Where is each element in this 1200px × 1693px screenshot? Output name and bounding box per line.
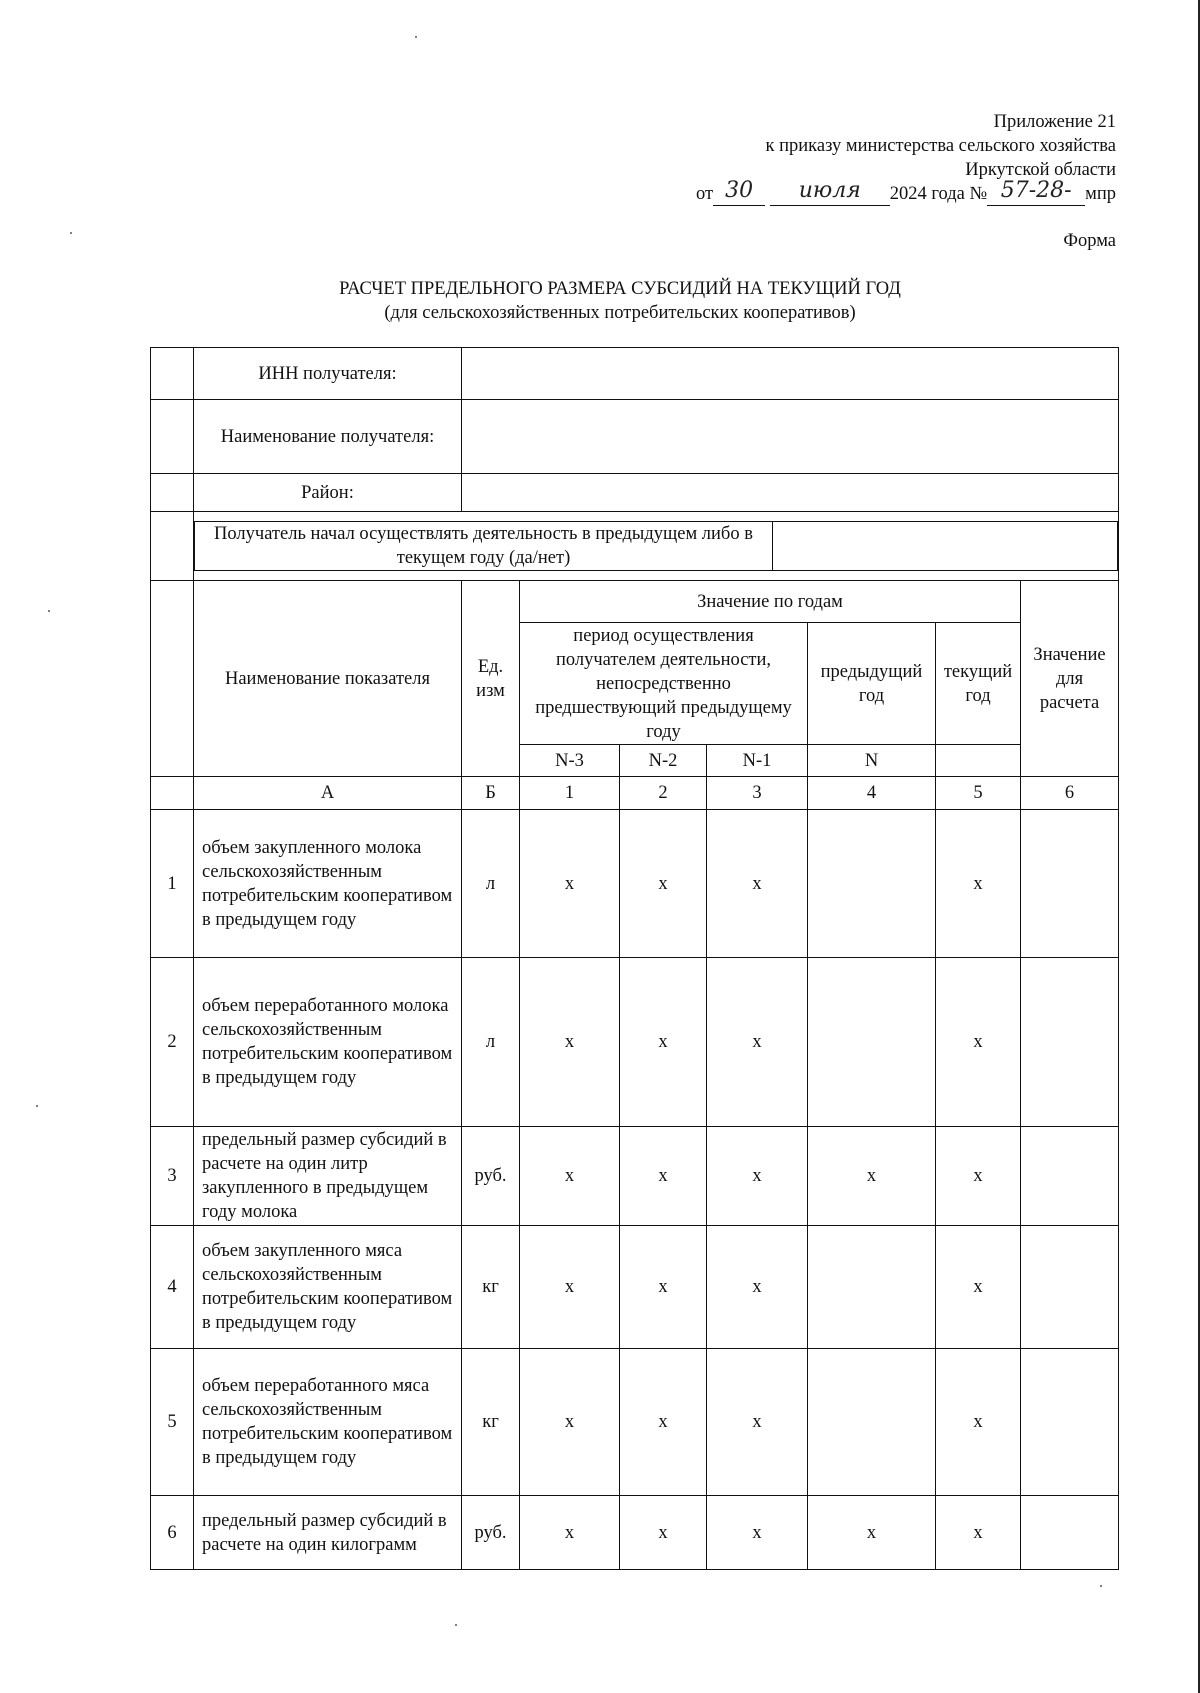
index-empty bbox=[151, 777, 194, 810]
order-number-field bbox=[987, 178, 1085, 206]
row-num-empty bbox=[151, 400, 194, 474]
activity-start-label: Получатель начал осуществлять деятельность в предыдущем либо в текущем году (да/нет) bbox=[195, 522, 773, 571]
index-cell: А bbox=[194, 777, 462, 810]
index-cell: 5 bbox=[936, 777, 1021, 810]
scan-speck bbox=[70, 232, 72, 234]
scan-speck bbox=[48, 610, 50, 612]
table-row bbox=[151, 1226, 1119, 1349]
value-cell: x bbox=[936, 1496, 1021, 1570]
unit-header: Ед. изм bbox=[462, 581, 520, 777]
code-empty bbox=[936, 745, 1021, 777]
inn-label: ИНН получателя: bbox=[194, 348, 462, 400]
date-day-field bbox=[713, 178, 765, 206]
indicator-name-header: Наименование показателя bbox=[194, 581, 462, 777]
index-cell: 6 bbox=[1021, 777, 1119, 810]
indicator-name: объем закупленного молока сельскохозяйственным потребительским кооперативом в предыдущем году bbox=[194, 810, 462, 958]
document-header bbox=[516, 110, 1116, 206]
subsidy-calculation-table bbox=[150, 347, 1119, 1570]
title-subtitle: (для сельскохозяйственных потребительских кооперативов) bbox=[384, 303, 856, 323]
prev-year-header: предыдущий год bbox=[808, 623, 936, 745]
row-number: 5 bbox=[151, 1349, 194, 1496]
date-prefix: от bbox=[696, 184, 714, 204]
value-cell: x bbox=[620, 810, 707, 958]
district-field[interactable] bbox=[462, 474, 1119, 512]
calc-value-header: Значение для расчета bbox=[1021, 581, 1119, 777]
value-cell: x bbox=[707, 1127, 808, 1226]
value-cell: x bbox=[808, 1496, 936, 1570]
activity-start-row bbox=[151, 512, 1119, 581]
indicator-name: объем переработанного мяса сельскохозяйственным потребительским кооперативом в предыдущем году bbox=[194, 1349, 462, 1496]
scan-speck bbox=[455, 1624, 457, 1626]
district-row bbox=[151, 474, 1119, 512]
table-row bbox=[151, 1349, 1119, 1496]
values-by-year-header: Значение по годам bbox=[520, 581, 1021, 623]
scan-speck bbox=[1100, 1585, 1102, 1587]
index-row bbox=[151, 777, 1119, 810]
table-row bbox=[151, 1127, 1119, 1226]
district-label: Район: bbox=[194, 474, 462, 512]
unit-cell: кг bbox=[462, 1226, 520, 1349]
row-number: 1 bbox=[151, 810, 194, 958]
order-number-handwritten: 57-28- bbox=[1000, 178, 1072, 203]
activity-start-inner bbox=[194, 521, 1118, 571]
value-cell: x bbox=[520, 1496, 620, 1570]
index-cell: Б bbox=[462, 777, 520, 810]
inn-row bbox=[151, 348, 1119, 400]
value-cell[interactable] bbox=[1021, 1226, 1119, 1349]
value-cell: x bbox=[620, 1496, 707, 1570]
index-cell: 2 bbox=[620, 777, 707, 810]
value-cell[interactable] bbox=[808, 1349, 936, 1496]
index-cell: 3 bbox=[707, 777, 808, 810]
indicator-name: объем закупленного мяса сельскохозяйственным потребительским кооперативом в предыдущем году bbox=[194, 1226, 462, 1349]
row-num-empty bbox=[151, 474, 194, 512]
order-reference: к приказу министерства сельского хозяйства bbox=[765, 136, 1116, 156]
header-row-1 bbox=[151, 581, 1119, 623]
unit-cell: л bbox=[462, 958, 520, 1127]
value-cell: x bbox=[620, 1349, 707, 1496]
value-cell: x bbox=[520, 1127, 620, 1226]
curr-year-header: текущий год bbox=[936, 623, 1021, 745]
row-number: 2 bbox=[151, 958, 194, 1127]
recipient-name-label: Наименование получателя: bbox=[194, 400, 462, 474]
indicator-name: объем переработанного молока сельскохозяйственным потребительским кооперативом в предыдущем году bbox=[194, 958, 462, 1127]
date-month-field bbox=[770, 178, 890, 206]
value-cell: x bbox=[707, 1496, 808, 1570]
value-cell: x bbox=[936, 958, 1021, 1127]
value-cell: x bbox=[620, 958, 707, 1127]
table-row bbox=[151, 1496, 1119, 1570]
value-cell: x bbox=[936, 1349, 1021, 1496]
value-cell: x bbox=[936, 1127, 1021, 1226]
row-number: 3 bbox=[151, 1127, 194, 1226]
value-cell: x bbox=[520, 810, 620, 958]
value-cell: x bbox=[808, 1127, 936, 1226]
activity-start-cell bbox=[194, 512, 1119, 581]
row-number: 4 bbox=[151, 1226, 194, 1349]
value-cell: x bbox=[520, 1226, 620, 1349]
value-cell: x bbox=[707, 1226, 808, 1349]
code-n: N bbox=[808, 745, 936, 777]
value-cell[interactable] bbox=[808, 958, 936, 1127]
row-number: 6 bbox=[151, 1496, 194, 1570]
value-cell: x bbox=[707, 1349, 808, 1496]
unit-cell: л bbox=[462, 810, 520, 958]
num-header-empty bbox=[151, 581, 194, 777]
inn-value-field[interactable] bbox=[462, 348, 1119, 400]
value-cell: x bbox=[620, 1226, 707, 1349]
indicator-name: предельный размер субсидий в расчете на один литр закупленного в предыдущем году молока bbox=[194, 1127, 462, 1226]
row-num-empty bbox=[151, 348, 194, 400]
scan-speck bbox=[36, 1105, 38, 1107]
indicator-name: предельный размер субсидий в расчете на один килограмм bbox=[194, 1496, 462, 1570]
order-date-line bbox=[516, 178, 1116, 206]
value-cell: x bbox=[936, 810, 1021, 958]
value-cell[interactable] bbox=[1021, 1349, 1119, 1496]
value-cell[interactable] bbox=[1021, 1496, 1119, 1570]
unit-cell: руб. bbox=[462, 1127, 520, 1226]
value-cell: x bbox=[707, 958, 808, 1127]
recipient-name-field[interactable] bbox=[462, 400, 1119, 474]
scan-speck bbox=[415, 36, 417, 38]
order-suffix: мпр bbox=[1085, 184, 1116, 204]
recipient-name-row bbox=[151, 400, 1119, 474]
unit-cell: руб. bbox=[462, 1496, 520, 1570]
index-cell: 1 bbox=[520, 777, 620, 810]
value-cell: x bbox=[520, 958, 620, 1127]
unit-cell: кг bbox=[462, 1349, 520, 1496]
value-cell[interactable] bbox=[808, 810, 936, 958]
index-cell: 4 bbox=[808, 777, 936, 810]
appendix-label: Приложение 21 bbox=[993, 112, 1116, 132]
period-header: период осуществления получателем деятельности, непосредственно предшествующий предыдущему году bbox=[520, 623, 808, 745]
date-month-handwritten: июля bbox=[798, 178, 861, 203]
value-cell: x bbox=[520, 1349, 620, 1496]
value-cell[interactable] bbox=[1021, 958, 1119, 1127]
region-name: Иркутской области bbox=[965, 160, 1116, 180]
row-num-empty bbox=[151, 512, 194, 581]
table-row bbox=[151, 958, 1119, 1127]
value-cell[interactable] bbox=[1021, 810, 1119, 958]
code-n3: N-3 bbox=[520, 745, 620, 777]
value-cell[interactable] bbox=[808, 1226, 936, 1349]
document-title bbox=[150, 277, 1090, 325]
title-main: РАСЧЕТ ПРЕДЕЛЬНОГО РАЗМЕРА СУБСИДИЙ НА ТЕКУЩИЙ ГОД bbox=[339, 279, 901, 299]
table-row bbox=[151, 810, 1119, 958]
code-n1: N-1 bbox=[707, 745, 808, 777]
date-day-handwritten: 30 bbox=[725, 178, 754, 203]
form-label: Форма bbox=[1063, 231, 1116, 251]
value-cell: x bbox=[936, 1226, 1021, 1349]
value-cell: x bbox=[620, 1127, 707, 1226]
code-n2: N-2 bbox=[620, 745, 707, 777]
activity-start-field[interactable] bbox=[773, 522, 1118, 571]
date-year-text: 2024 года № bbox=[889, 184, 988, 204]
value-cell: x bbox=[707, 810, 808, 958]
value-cell[interactable] bbox=[1021, 1127, 1119, 1226]
